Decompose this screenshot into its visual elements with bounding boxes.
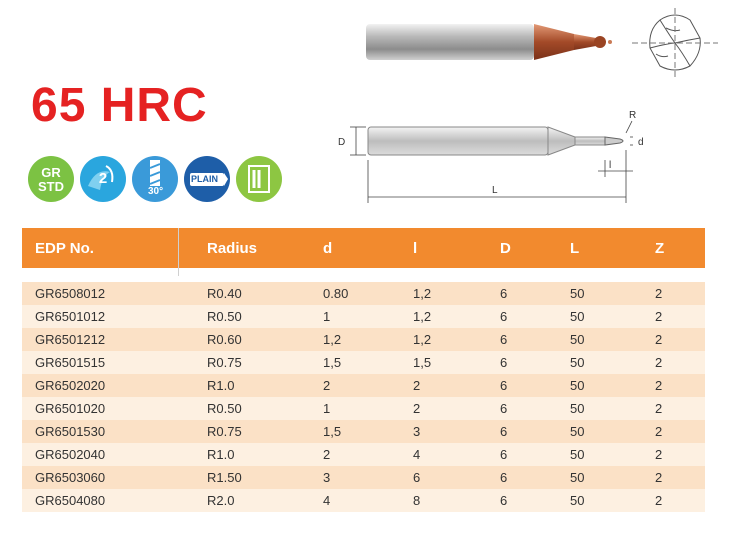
header-D: D: [500, 228, 570, 268]
table-cell: 6: [500, 443, 570, 466]
table-cell: 1,5: [323, 351, 413, 374]
table-cell: R1.0: [177, 374, 323, 397]
table-row: [22, 420, 705, 443]
table-cell: 2: [655, 489, 705, 512]
table-cell: 6: [500, 282, 570, 305]
table-cell: 2: [655, 282, 705, 305]
table-row: [22, 328, 705, 351]
header-edp: EDP No.: [22, 228, 177, 268]
table-cell: R0.75: [177, 351, 323, 374]
table-cell: 1,2: [413, 305, 500, 328]
table-cell: 8: [413, 489, 500, 512]
dim-l-label: l: [609, 160, 612, 171]
table-cell: 50: [570, 420, 655, 443]
table-cell: 6: [500, 489, 570, 512]
header-Z: Z: [655, 228, 705, 268]
table-cell: R0.40: [177, 282, 323, 305]
table-row: [22, 489, 705, 512]
table-cell: R0.75: [177, 420, 323, 443]
table-cell: 2: [655, 351, 705, 374]
table-cell: GR6501530: [22, 420, 177, 443]
table-cell: GR6504080: [22, 489, 177, 512]
table-cell: 6: [500, 397, 570, 420]
table-cell: GR6503060: [22, 466, 177, 489]
table-row: [22, 443, 705, 466]
table-cell: 6: [500, 328, 570, 351]
table-cell: 2: [323, 443, 413, 466]
table-cell: 1,2: [413, 282, 500, 305]
table-row: [22, 282, 705, 305]
helix-angle-text: 30°: [148, 186, 164, 197]
table-cell: R1.50: [177, 466, 323, 489]
table-cell: GR6501012: [22, 305, 177, 328]
table-cell: 6: [500, 420, 570, 443]
flute-count-text: 2: [98, 170, 108, 187]
table-cell: 2: [655, 328, 705, 351]
end-view-drawing: [630, 8, 720, 78]
table-cell: R0.50: [177, 397, 323, 420]
table-row: [22, 305, 705, 328]
spec-table: [22, 228, 705, 512]
table-cell: GR6501515: [22, 351, 177, 374]
table-cell: 1: [323, 305, 413, 328]
table-row: [22, 374, 705, 397]
table-cell: GR6501020: [22, 397, 177, 420]
table-cell: 50: [570, 443, 655, 466]
table-cell: 1: [323, 397, 413, 420]
table-cell: 1,2: [323, 328, 413, 351]
table-cell: R2.0: [177, 489, 323, 512]
header-L: L: [570, 228, 655, 268]
table-cell: 50: [570, 351, 655, 374]
table-cell: GR6502040: [22, 443, 177, 466]
table-cell: 2: [413, 397, 500, 420]
badge-gr-text: GR: [41, 165, 61, 180]
table-cell: 50: [570, 466, 655, 489]
badge-std-text: STD: [38, 179, 64, 194]
table-cell: 50: [570, 489, 655, 512]
table-spacer: [22, 268, 705, 282]
table-cell: R0.60: [177, 328, 323, 351]
table-row: [22, 466, 705, 489]
table-cell: 2: [655, 305, 705, 328]
table-cell: R1.0: [177, 443, 323, 466]
header-radius: Radius: [177, 228, 323, 268]
table-cell: GR6502020: [22, 374, 177, 397]
table-body: [22, 268, 705, 512]
table-cell: 50: [570, 305, 655, 328]
table-cell: 50: [570, 328, 655, 351]
dim-R-label: R: [629, 110, 637, 121]
geometry-icon: [236, 156, 282, 202]
header-l: l: [413, 228, 500, 268]
table-cell: GR6501212: [22, 328, 177, 351]
geometry-badge: [236, 156, 282, 202]
table-cell: 4: [413, 443, 500, 466]
table-cell: 2: [655, 420, 705, 443]
table-header-row: [22, 228, 705, 268]
table-cell: 1,2: [413, 328, 500, 351]
table-cell: 6: [500, 374, 570, 397]
page-title: 65 HRC: [31, 79, 208, 132]
plain-shank-badge: [184, 156, 230, 202]
table-cell: 50: [570, 397, 655, 420]
table-cell: 3: [413, 420, 500, 443]
table-cell: 2: [655, 374, 705, 397]
helix-30-badge: [132, 156, 178, 202]
dim-D-label: D: [338, 137, 346, 148]
table-cell: 6: [413, 466, 500, 489]
gr-std-badge: [28, 156, 74, 202]
dim-L-label: L: [492, 185, 498, 196]
table-cell: 50: [570, 282, 655, 305]
header-d: d: [323, 228, 413, 268]
dim-d-label: d: [638, 137, 644, 148]
table-row: [22, 351, 705, 374]
table-cell: 6: [500, 351, 570, 374]
tool-schematic: [330, 105, 660, 210]
end-mill-photo: [360, 18, 620, 66]
table-cell: R0.50: [177, 305, 323, 328]
table-cell: 2: [655, 466, 705, 489]
table-cell: 6: [500, 466, 570, 489]
table-cell: 0.80: [323, 282, 413, 305]
table-cell: 2: [413, 374, 500, 397]
table-row: [22, 397, 705, 420]
table-cell: 1,5: [413, 351, 500, 374]
table-cell: 2: [655, 443, 705, 466]
table-cell: 2: [323, 374, 413, 397]
header-divider: [178, 228, 179, 276]
table-cell: GR6508012: [22, 282, 177, 305]
plain-text: PLAIN: [191, 174, 218, 184]
table-cell: 4: [323, 489, 413, 512]
table-cell: 2: [655, 397, 705, 420]
table-cell: 1,5: [323, 420, 413, 443]
table-cell: 50: [570, 374, 655, 397]
table-cell: 3: [323, 466, 413, 489]
two-flute-badge: [80, 156, 126, 202]
table-cell: 6: [500, 305, 570, 328]
